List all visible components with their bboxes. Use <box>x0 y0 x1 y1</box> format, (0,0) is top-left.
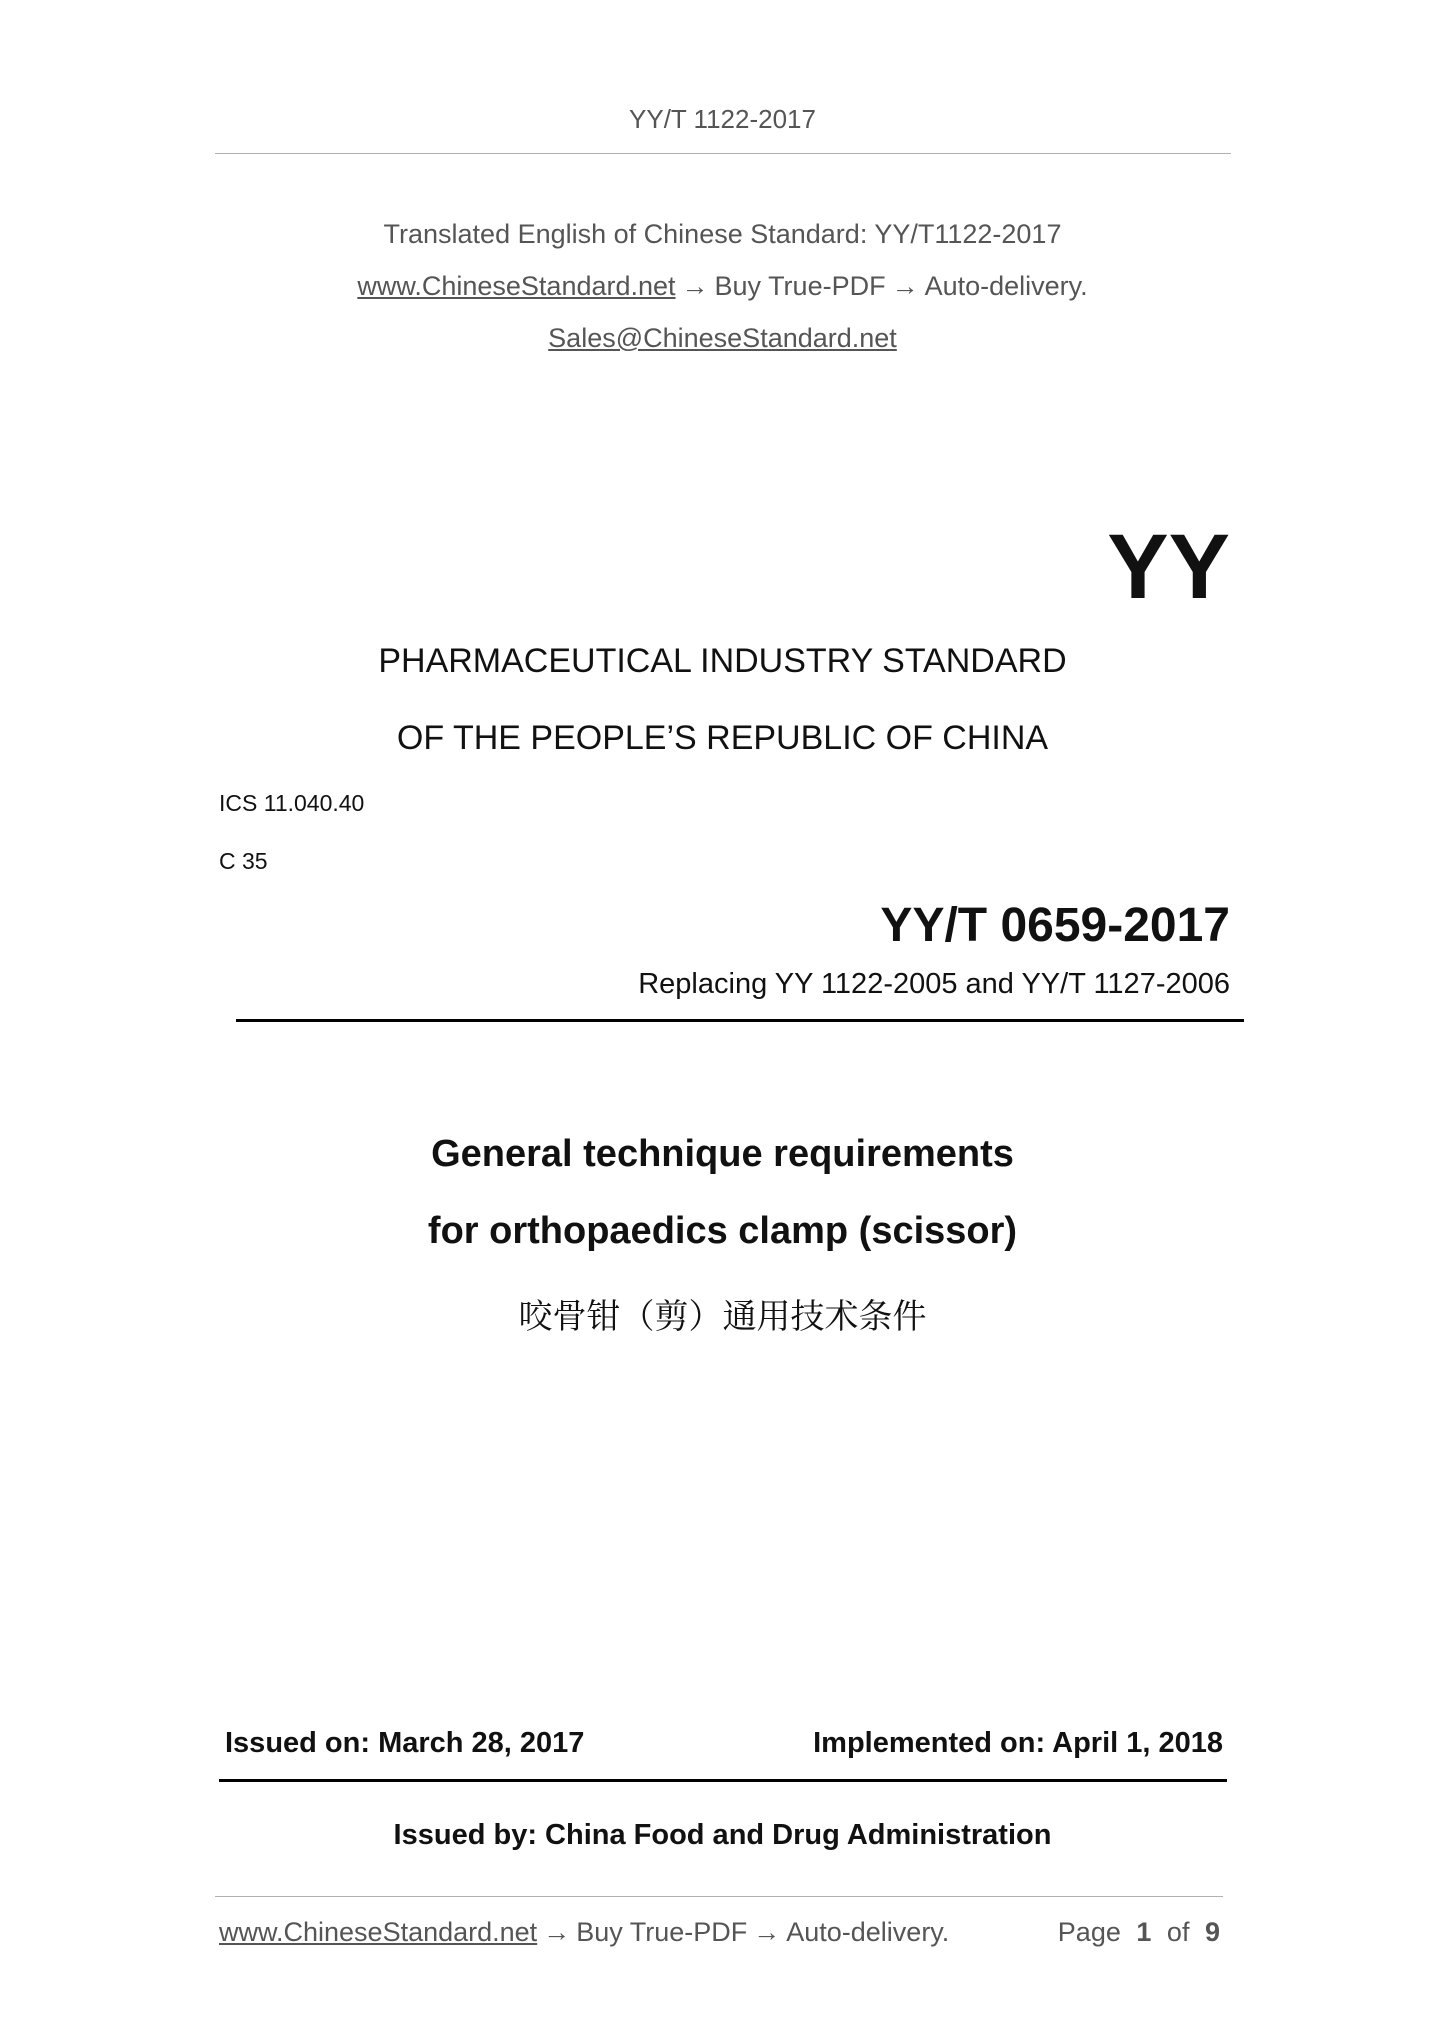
of-label: of <box>1166 1917 1190 1947</box>
footer-auto-text: Auto-delivery. <box>786 1917 950 1947</box>
email-line <box>0 323 1445 354</box>
dates-divider <box>219 1779 1227 1782</box>
implemented-date: Implemented on: April 1, 2018 <box>813 1727 1223 1759</box>
page-total: 9 <box>1204 1917 1220 1947</box>
arrow-right-icon: → <box>543 1917 571 1947</box>
number-divider <box>236 1019 1244 1022</box>
footer-site-link[interactable]: www.ChineseStandard.net <box>219 1917 538 1947</box>
site-link[interactable]: www.ChineseStandard.net <box>357 271 676 301</box>
title-line-1: General technique requirements <box>431 1133 1014 1175</box>
arrow-right-icon: → <box>753 1917 781 1947</box>
page-number: 1 <box>1136 1917 1152 1947</box>
standard-number: YY/T 0659-2017 <box>880 899 1230 952</box>
sales-email-link[interactable]: Sales@ChineseStandard.net <box>548 323 897 353</box>
standard-logo: YY <box>1107 516 1230 618</box>
ics-code: ICS 11.040.40 <box>219 790 365 816</box>
country-heading: OF THE PEOPLE’S REPUBLIC OF CHINA <box>396 719 1049 757</box>
replacing-note: Replacing YY 1122-2005 and YY/T 1127-2006 <box>638 968 1230 1000</box>
footer-buy-text: Buy True-PDF <box>576 1917 748 1947</box>
industry-standard-heading: PHARMACEUTICAL INDUSTRY STANDARD <box>378 642 1067 680</box>
page-label: Page <box>1057 1917 1121 1947</box>
translation-note: Translated English of Chinese Standard: YY/T1122-2017 <box>383 219 1062 249</box>
title-chinese: 咬骨钳（剪）通用技术条件 <box>518 1297 927 1337</box>
arrow-right-icon: → <box>891 271 919 301</box>
buy-pdf-text: Buy True-PDF <box>714 271 886 301</box>
promo-line <box>0 271 1445 302</box>
footer-divider <box>215 1896 1223 1897</box>
title-line-2: for orthopaedics clamp (scissor) <box>427 1210 1018 1252</box>
running-header: YY/T 1122-2017 <box>629 104 816 134</box>
footer-promo <box>219 1917 949 1948</box>
page-indicator <box>1058 1917 1220 1948</box>
issued-date: Issued on: March 28, 2017 <box>225 1727 585 1759</box>
ccs-code: C 35 <box>219 848 268 874</box>
header-divider <box>215 153 1231 154</box>
auto-delivery-text: Auto-delivery. <box>924 271 1088 301</box>
arrow-right-icon: → <box>681 271 709 301</box>
issuing-authority: Issued by: China Food and Drug Administration <box>393 1819 1052 1851</box>
